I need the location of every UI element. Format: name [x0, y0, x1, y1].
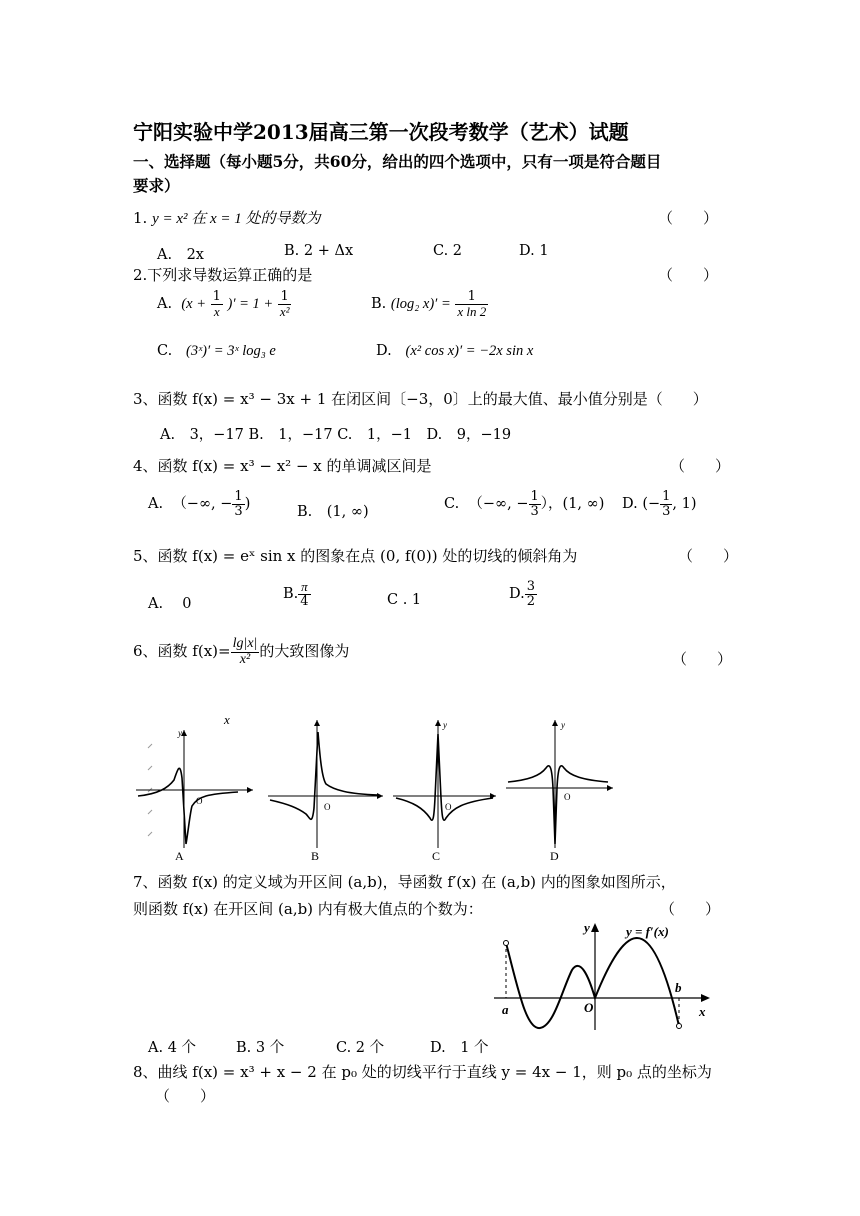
svg-text:y = f′(x): y = f′(x) — [626, 924, 669, 939]
answer-bracket-4: （ ） — [670, 457, 731, 475]
graph-b — [268, 720, 383, 863]
answer-bracket-8: （ ） — [155, 1087, 216, 1105]
q7-option-d: D. 1 个 — [430, 1040, 489, 1056]
q5-option-b: B. $\frac{\pi}{4}$ — [283, 579, 309, 609]
svg-text:y: y — [443, 720, 447, 730]
q4-option-b: B. (1, ∞) — [297, 504, 369, 520]
question-4: 4、函数 f(x) = x³ − x² − x 的单调减区间是 — [133, 457, 432, 475]
svg-text:O: O — [196, 796, 203, 806]
q1-option-b: B. 2 + Δx — [284, 243, 354, 259]
q2-option-c: C. (3ˣ)′ = 3ˣ log₃ e — [157, 343, 276, 359]
q6-graphs — [128, 708, 618, 868]
question-8-line1: 8、曲线 f(x) = x³ + x − 2 在 p₀ 处的切线平行于直线 y = 4x − 1，则 p₀ 点的坐标为 — [133, 1063, 712, 1081]
question-6: 6、函数 f(x)= $\frac{\lg|x|}{\text{x²}}$ 的大致图像为 — [133, 636, 350, 667]
answer-bracket-7: （ ） — [660, 900, 721, 918]
graph-label-d: D — [550, 849, 559, 863]
question-5: 5、函数 f(x) = eˣ sin x 的图象在点 (0, f(0)) 处的切线的倾斜角为 — [133, 547, 578, 565]
answer-bracket-1: （ ） — [658, 209, 719, 227]
graph-a — [136, 728, 253, 863]
q3-options: A. 3，−17 B. 1，−17 C. 1，−1 D. 9，−19 — [160, 427, 512, 443]
q5-option-a: A. 0 — [148, 596, 192, 612]
q7-option-c: C. 2 个 — [336, 1040, 385, 1056]
q7-option-a: A. 4 个 — [148, 1040, 197, 1056]
stray-x-label: x — [224, 712, 230, 727]
question-3: 3、函数 f(x) = x³ − 3x + 1 在闭区间〔−3，0〕上的最大值、最小值分别是（ ） — [133, 390, 708, 408]
q1-option-a: A. 2x — [157, 247, 204, 263]
section-heading-line1: 一、选择题（每小题5分，共60分，给出的四个选项中，只有一项是符合题目 — [133, 152, 662, 171]
q7-derivative-graph — [492, 918, 720, 1036]
q2-option-b: B. (log₂ x)′ = $\frac{1}{\text{x ln 2}}$ — [371, 289, 487, 319]
graph-label-a: A — [175, 849, 184, 863]
q4-option-c: C. （−∞, − $\frac{1}{3}$ ），(1, ∞) — [444, 489, 605, 519]
svg-text:b: b — [675, 980, 682, 995]
section-heading-line2: 要求） — [133, 176, 180, 195]
svg-text:O: O — [324, 802, 331, 812]
answer-bracket-5: （ ） — [678, 547, 739, 565]
graph-label-b: B — [311, 849, 320, 863]
fraction: $\frac{1}{\text{x²}}$ — [279, 289, 290, 319]
question-1-text: y = x² 在 x = 1 处的导数为 — [152, 211, 321, 227]
q5-option-c: C . 1 — [387, 592, 422, 608]
svg-text:x: x — [699, 1004, 706, 1019]
svg-text:y: y — [178, 728, 182, 738]
q5-option-d: D. $\frac{3}{2}$ — [509, 579, 535, 609]
question-2: 2.下列求导数运算正确的是 — [133, 266, 313, 284]
q2-option-a: A. (x + $\frac{1}{x}$ )′ = 1 + $\frac{1}{\text{x²}}$ — [157, 289, 290, 319]
q1-option-c: C. 2 — [433, 243, 463, 259]
q2-option-d: D. (x² cos x)′ = −2x sin x — [376, 343, 534, 359]
question-1: 1. y = x² 在 x = 1 处的导数为 — [133, 209, 321, 227]
answer-bracket-2: （ ） — [658, 266, 719, 284]
graph-label-c: C — [432, 849, 441, 863]
svg-text:O: O — [584, 1000, 594, 1015]
svg-text:y: y — [584, 920, 590, 935]
graph-c — [393, 720, 496, 863]
svg-text:O: O — [445, 802, 452, 812]
svg-text:a: a — [502, 1002, 509, 1017]
question-7-line1: 7、函数 f(x) 的定义域为开区间 (a,b)，导函数 f′(x) 在 (a,b) 内的图象如图所示， — [133, 873, 676, 891]
fraction: $\frac{1}{\text{x ln 2}}$ — [457, 289, 487, 319]
page-title: 宁阳实验中学2013届高三第一次段考数学（艺术）试题 — [133, 120, 629, 144]
graph-d — [506, 720, 613, 863]
q1-option-d: D. 1 — [519, 243, 549, 259]
answer-bracket-6: （ ） — [672, 650, 733, 668]
q4-option-d: D. (− $\frac{1}{3}$ , 1) — [622, 489, 697, 519]
question-7-line2: 则函数 f(x) 在开区间 (a,b) 内有极大值点的个数为： — [133, 900, 483, 918]
fraction: $\frac{1}{x}$ — [212, 289, 221, 319]
svg-text:y: y — [561, 720, 565, 730]
q4-option-a: A. （−∞, − $\frac{1}{3}$ ) — [148, 489, 251, 519]
q7-option-b: B. 3 个 — [236, 1040, 285, 1056]
svg-text:O: O — [564, 792, 571, 802]
